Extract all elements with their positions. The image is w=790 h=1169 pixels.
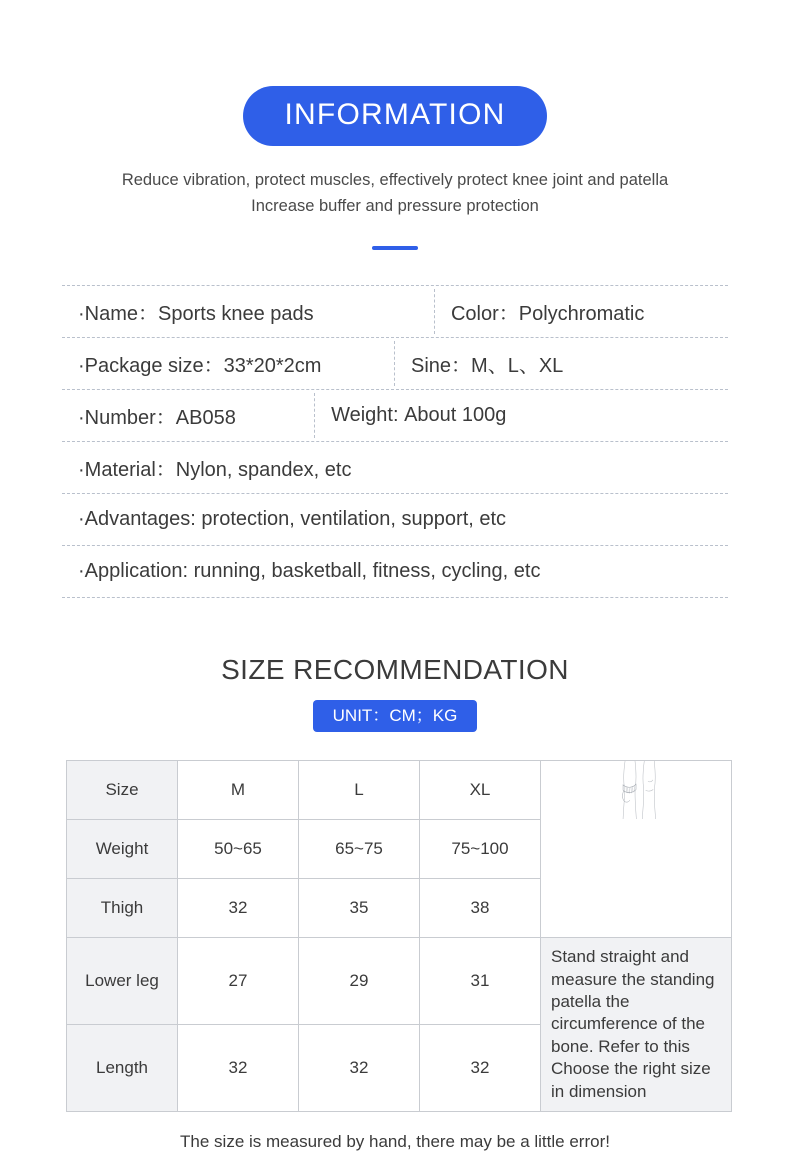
cell-weight-xl: 75~100 (420, 820, 541, 879)
cell-weight-l: 65~75 (299, 820, 420, 879)
information-subtitle-line-2: Increase buffer and pressure protection (251, 196, 539, 215)
table-header-size: Size (67, 761, 178, 820)
spec-cell-material (62, 445, 728, 490)
spec-value: 33*20*2cm (223, 355, 322, 378)
cell-length-xl: 32 (420, 1025, 541, 1112)
row-label-thigh: Thigh (67, 879, 178, 938)
unit-badge-wrap (0, 700, 790, 732)
size-footnote: The size is measured by hand, there may be a little error! (180, 1132, 610, 1152)
spec-row (62, 390, 728, 442)
information-subtitle (0, 168, 790, 219)
cell-lower-leg-xl: 31 (420, 938, 541, 1025)
size-table (66, 760, 732, 1112)
table-header-xl: XL (420, 761, 541, 820)
spec-value: Sports knee pads (158, 303, 314, 326)
spec-label: Weight: (331, 404, 399, 427)
spec-label: ·Application: (78, 560, 189, 583)
row-label-weight: Weight (67, 820, 178, 879)
spec-label: Color： (450, 303, 519, 326)
cell-weight-m: 50~65 (178, 820, 299, 879)
spec-label: ·Number： (78, 407, 176, 430)
cell-thigh-m: 32 (178, 879, 299, 938)
spec-value: Nylon, spandex, etc (175, 459, 352, 482)
spec-cell-number (62, 393, 315, 438)
spec-value: Polychromatic (518, 303, 645, 326)
spec-label: ·Name： (78, 303, 159, 326)
information-subtitle-line-1: Reduce vibration, protect muscles, effectively protect knee joint and patella (121, 171, 669, 189)
spec-cell-name (62, 289, 435, 334)
cell-thigh-l: 35 (299, 879, 420, 938)
table-row (67, 761, 732, 820)
cell-length-m: 32 (178, 1025, 299, 1112)
cell-thigh-xl: 38 (420, 879, 541, 938)
spec-value: protection, ventilation, support, etc (201, 508, 507, 531)
size-recommendation-title: SIZE RECOMMENDATION (221, 654, 569, 686)
unit-badge: UNIT：CM；KG (313, 700, 478, 732)
spec-value: M、L、XL (471, 355, 564, 378)
information-badge: INFORMATION (243, 86, 548, 146)
spec-cell-color (435, 289, 728, 334)
spec-label: ·Package size： (78, 355, 224, 378)
spec-value: AB058 (175, 407, 236, 430)
measurement-illustration (541, 761, 732, 938)
spec-row (62, 442, 728, 494)
legs-diagram-icon (541, 761, 731, 819)
accent-divider-wrap (0, 237, 790, 255)
table-row (67, 938, 732, 1025)
spec-label: Sine： (411, 355, 472, 378)
cell-lower-leg-m: 27 (178, 938, 299, 1025)
spec-row (62, 286, 728, 338)
cell-length-l: 32 (299, 1025, 420, 1112)
spec-cell-advantages (62, 500, 728, 539)
spec-cell-weight (315, 396, 728, 435)
spec-row (62, 494, 728, 546)
spec-cell-application (62, 552, 728, 591)
spec-cell-size (395, 341, 728, 386)
measurement-note: Stand straight and measure the standing patella the circumference of the bone. Refer to this Choose the right size in dimension (541, 938, 732, 1112)
cell-lower-leg-l: 29 (299, 938, 420, 1025)
spec-value: running, basketball, fitness, cycling, etc (193, 560, 541, 583)
spec-label: ·Material： (78, 459, 176, 482)
spec-cell-package-size (62, 341, 395, 386)
spec-value: About 100g (404, 404, 507, 427)
spec-row (62, 546, 728, 598)
row-label-lower-leg: Lower leg (67, 938, 178, 1025)
specification-table (62, 285, 728, 598)
information-header (0, 0, 790, 146)
table-header-l: L (299, 761, 420, 820)
spec-label: ·Advantages: (78, 508, 196, 531)
accent-divider (372, 246, 418, 250)
row-label-length: Length (67, 1025, 178, 1112)
spec-row (62, 338, 728, 390)
table-header-m: M (178, 761, 299, 820)
